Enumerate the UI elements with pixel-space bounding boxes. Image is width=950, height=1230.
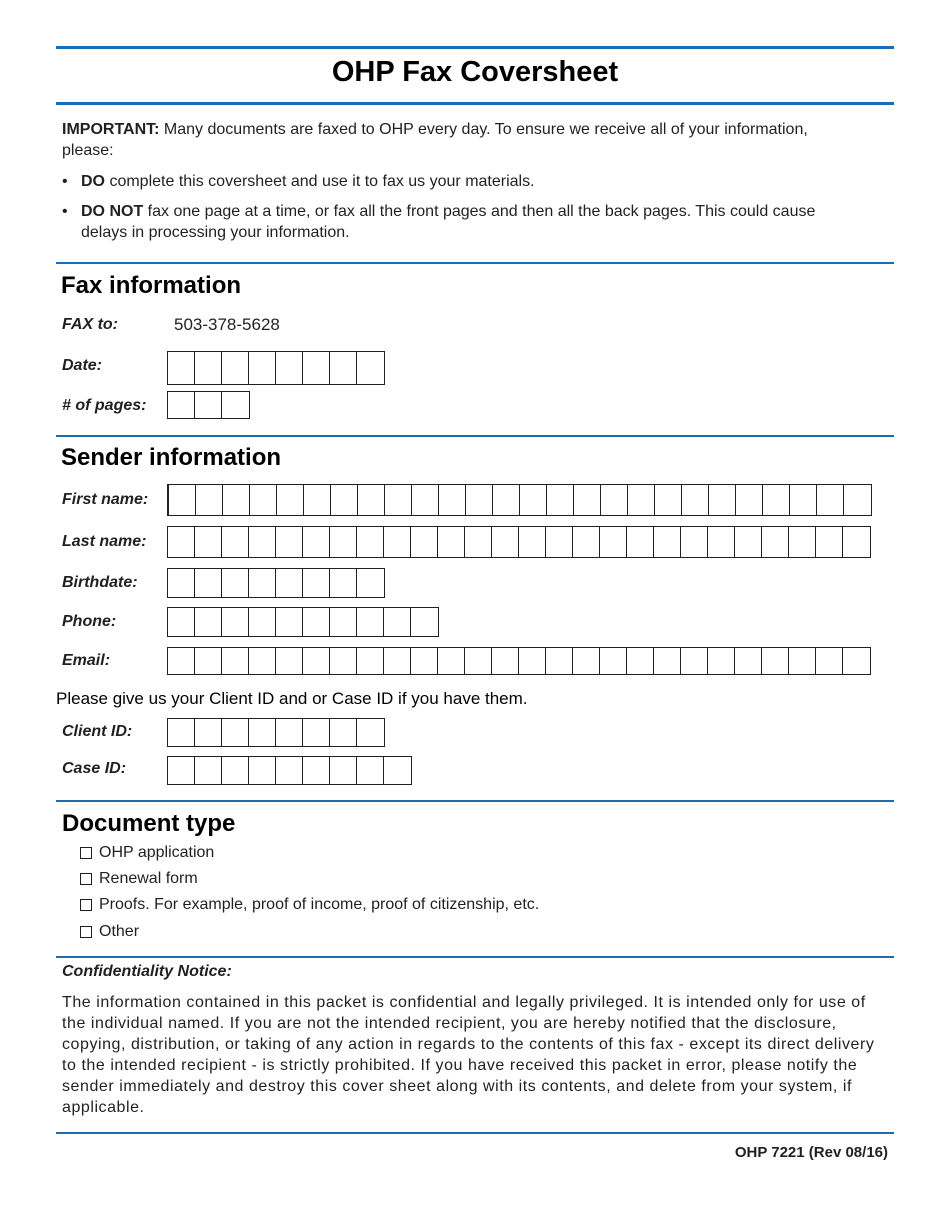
char-box[interactable] (330, 569, 357, 597)
char-box[interactable] (601, 485, 628, 515)
char-box[interactable] (762, 648, 789, 674)
char-box[interactable] (276, 569, 303, 597)
char-box[interactable] (438, 527, 465, 557)
char-box[interactable] (493, 485, 520, 515)
char-box[interactable] (276, 648, 303, 674)
char-box[interactable] (790, 485, 817, 515)
important-text: Many documents are faxed to OHP every day. To ensure we receive all of your information, please: (62, 121, 808, 159)
doc-option-ohp-application[interactable] (80, 844, 214, 862)
char-box[interactable] (249, 569, 276, 597)
char-box[interactable] (330, 527, 357, 557)
bullet-lead: DO NOT (81, 203, 144, 220)
char-box[interactable] (304, 485, 331, 515)
char-box[interactable] (222, 757, 249, 784)
char-box[interactable] (276, 757, 303, 784)
char-box[interactable] (627, 648, 654, 674)
char-box[interactable] (789, 648, 816, 674)
bullet-dot: • (62, 173, 68, 190)
char-box[interactable] (465, 648, 492, 674)
char-box[interactable] (600, 527, 627, 557)
char-box[interactable] (438, 648, 465, 674)
char-box[interactable] (519, 527, 546, 557)
last-name-label: Last name: (62, 533, 147, 550)
char-box[interactable] (195, 352, 222, 384)
char-box[interactable] (681, 648, 708, 674)
char-box[interactable] (168, 352, 195, 384)
char-box[interactable] (222, 608, 249, 636)
char-box[interactable] (439, 485, 466, 515)
char-box[interactable] (222, 648, 249, 674)
char-box[interactable] (762, 527, 789, 557)
char-box[interactable] (303, 719, 330, 746)
char-box[interactable] (222, 527, 249, 557)
char-box[interactable] (357, 569, 384, 597)
checkbox-icon[interactable] (80, 899, 92, 911)
birthdate-boxes[interactable] (167, 568, 385, 598)
bullet-text: complete this coversheet and use it to fax us your materials. (109, 173, 535, 190)
important-intro (62, 119, 852, 161)
char-box[interactable] (195, 392, 222, 418)
char-box[interactable] (789, 527, 816, 557)
char-box[interactable] (195, 608, 222, 636)
char-box[interactable] (384, 648, 411, 674)
char-box[interactable] (195, 648, 222, 674)
char-box[interactable] (573, 527, 600, 557)
char-box[interactable] (330, 648, 357, 674)
top-rule (56, 46, 894, 49)
doc-option-other[interactable] (80, 923, 139, 941)
char-box[interactable] (357, 648, 384, 674)
sender-info-heading: Sender information (61, 444, 282, 471)
document-section-rule (56, 800, 894, 802)
char-box[interactable] (817, 485, 844, 515)
char-box[interactable] (708, 648, 735, 674)
char-box[interactable] (249, 608, 276, 636)
page-title: OHP Fax Coversheet (331, 56, 619, 88)
date-label: Date: (62, 357, 103, 374)
char-box[interactable] (330, 352, 357, 384)
char-box[interactable] (222, 352, 249, 384)
char-box[interactable] (654, 527, 681, 557)
first-name-label: First name: (62, 491, 149, 508)
doc-option-label: OHP application (99, 844, 215, 861)
char-box[interactable] (466, 485, 493, 515)
char-box[interactable] (681, 527, 708, 557)
char-box[interactable] (331, 485, 358, 515)
char-box[interactable] (357, 608, 384, 636)
char-box[interactable] (546, 648, 573, 674)
char-box[interactable] (573, 648, 600, 674)
char-box[interactable] (250, 485, 277, 515)
char-box[interactable] (249, 527, 276, 557)
email-label: Email: (62, 652, 111, 669)
char-box[interactable] (763, 485, 790, 515)
char-box[interactable] (330, 757, 357, 784)
fax-section-rule (56, 262, 894, 264)
case-id-label: Case ID: (62, 760, 127, 777)
case-id-boxes[interactable] (167, 756, 412, 785)
char-box[interactable] (303, 608, 330, 636)
birthdate-label: Birthdate: (62, 574, 138, 591)
char-box[interactable] (654, 648, 681, 674)
char-box[interactable] (546, 527, 573, 557)
char-box[interactable] (547, 485, 574, 515)
char-box[interactable] (222, 719, 249, 746)
document-type-heading: Document type (62, 810, 236, 837)
date-boxes[interactable] (167, 351, 385, 385)
client-id-boxes[interactable] (167, 718, 385, 747)
char-box[interactable] (411, 648, 438, 674)
pages-label: # of pages: (62, 397, 147, 414)
char-box[interactable] (168, 392, 195, 418)
char-box[interactable] (276, 719, 303, 746)
char-box[interactable] (195, 757, 222, 784)
client-id-label: Client ID: (62, 723, 133, 740)
char-box[interactable] (816, 648, 843, 674)
char-box[interactable] (168, 757, 195, 784)
char-box[interactable] (411, 608, 438, 636)
bullet-text: fax one page at a time, or fax all the front pages and then all the back pages. This could cause delays in processing your information. (81, 203, 816, 241)
fax-info-heading: Fax information (61, 272, 242, 299)
form-number: OHP 7221 (Rev 08/16) (734, 1144, 888, 1161)
confidentiality-heading: Confidentiality Notice: (62, 963, 232, 980)
sender-section-rule (56, 435, 894, 437)
char-box[interactable] (627, 527, 654, 557)
checkbox-icon[interactable] (80, 926, 92, 938)
confidentiality-text: The information contained in this packet is confidential and legally privileged. It is intended only for use of the individual named. If you are not the intended recipient, you are hereby notified that the disclosure, copying, distribution, or taking of any action in regards to the contents of this fax - except its direct delivery to the intended recipient - is strictly prohibited. If you have received this packet in error, please notify the sender immediately and destroy this cover sheet along with its contents, and delete from your system, if applicable. (62, 994, 875, 1116)
char-box[interactable] (168, 569, 195, 597)
char-box[interactable] (168, 527, 195, 557)
doc-option-proofs[interactable] (80, 896, 539, 914)
doc-option-label: Renewal form (99, 870, 198, 887)
char-box[interactable] (843, 648, 870, 674)
char-box[interactable] (303, 352, 330, 384)
id-prompt: Please give us your Client ID and or Case ID if you have them. (56, 689, 528, 708)
phone-label: Phone: (62, 613, 117, 630)
char-box[interactable] (276, 527, 303, 557)
char-box[interactable] (249, 352, 276, 384)
char-box[interactable] (357, 757, 384, 784)
char-box[interactable] (303, 648, 330, 674)
char-box[interactable] (303, 527, 330, 557)
char-box[interactable] (384, 608, 411, 636)
char-box[interactable] (249, 648, 276, 674)
fax-to-number: 503-378-5628 (174, 315, 280, 334)
fax-to-label: FAX to: (62, 316, 118, 333)
confidentiality-rule (56, 956, 894, 958)
footer-rule (56, 1132, 894, 1134)
important-label: IMPORTANT: (62, 121, 160, 138)
checkbox-icon[interactable] (80, 847, 92, 859)
email-boxes[interactable] (167, 647, 871, 675)
checkbox-icon[interactable] (80, 873, 92, 885)
char-box[interactable] (844, 485, 871, 515)
char-box[interactable] (303, 757, 330, 784)
char-box[interactable] (492, 527, 519, 557)
char-box[interactable] (816, 527, 843, 557)
char-box[interactable] (303, 569, 330, 597)
char-box[interactable] (519, 648, 546, 674)
char-box[interactable] (843, 527, 870, 557)
char-box[interactable] (223, 485, 250, 515)
char-box[interactable] (277, 485, 304, 515)
char-box[interactable] (384, 757, 411, 784)
doc-option-renewal-form[interactable] (80, 870, 198, 888)
char-box[interactable] (357, 719, 384, 746)
char-box[interactable] (249, 757, 276, 784)
char-box[interactable] (222, 392, 249, 418)
last-name-boxes[interactable] (167, 526, 871, 558)
char-box[interactable] (357, 527, 384, 557)
char-box[interactable] (385, 485, 412, 515)
char-box[interactable] (169, 485, 196, 515)
char-box[interactable] (735, 527, 762, 557)
title-rule (56, 102, 894, 105)
char-box[interactable] (655, 485, 682, 515)
char-box[interactable] (628, 485, 655, 515)
char-box[interactable] (384, 527, 411, 557)
char-box[interactable] (195, 527, 222, 557)
char-box[interactable] (492, 648, 519, 674)
pages-boxes[interactable] (167, 391, 250, 419)
char-box[interactable] (249, 719, 276, 746)
char-box[interactable] (682, 485, 709, 515)
char-box[interactable] (330, 719, 357, 746)
char-box[interactable] (330, 608, 357, 636)
char-box[interactable] (465, 527, 492, 557)
char-box[interactable] (708, 527, 735, 557)
char-box[interactable] (276, 608, 303, 636)
bullet-lead: DO (81, 173, 105, 190)
char-box[interactable] (168, 608, 195, 636)
char-box[interactable] (195, 569, 222, 597)
char-box[interactable] (412, 485, 439, 515)
char-box[interactable] (357, 352, 384, 384)
char-box[interactable] (276, 352, 303, 384)
first-name-boxes[interactable] (167, 484, 872, 516)
char-box[interactable] (358, 485, 385, 515)
bullet-dot: • (62, 203, 68, 220)
doc-option-label: Other (99, 923, 140, 940)
char-box[interactable] (168, 719, 195, 746)
char-box[interactable] (600, 648, 627, 674)
char-box[interactable] (222, 569, 249, 597)
phone-boxes[interactable] (167, 607, 439, 637)
char-box[interactable] (196, 485, 223, 515)
char-box[interactable] (411, 527, 438, 557)
char-box[interactable] (520, 485, 547, 515)
char-box[interactable] (574, 485, 601, 515)
char-box[interactable] (195, 719, 222, 746)
char-box[interactable] (168, 648, 195, 674)
char-box[interactable] (736, 485, 763, 515)
char-box[interactable] (709, 485, 736, 515)
char-box[interactable] (735, 648, 762, 674)
doc-option-label: Proofs. For example, proof of income, proof of citizenship, etc. (99, 896, 540, 913)
